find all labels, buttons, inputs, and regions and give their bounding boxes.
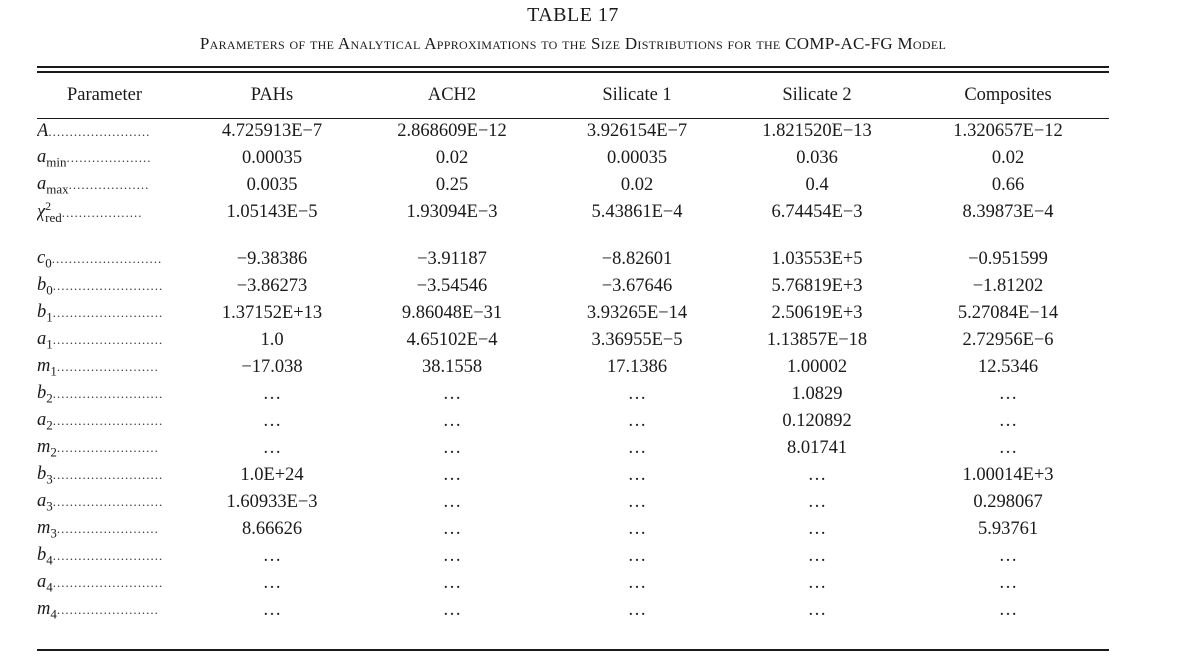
parameter-subscript: 1: [50, 363, 57, 379]
value-cell: …: [442, 519, 462, 539]
parameter-subscript: min: [46, 154, 67, 170]
parameter-subscript: 4: [46, 579, 53, 595]
value-cell: 0.02: [620, 175, 654, 195]
parameter-name-cell: [37, 246, 187, 273]
parameter-subscript: 3: [46, 498, 53, 514]
leader-dots: ...................: [61, 205, 143, 221]
table-row: [37, 273, 1109, 300]
value-cell: 1.60933E−3: [226, 492, 318, 512]
leader-dots: ..........................: [52, 385, 164, 401]
parameter-name-cell: [37, 516, 187, 543]
value-cell: …: [807, 519, 827, 539]
value-cell: …: [442, 492, 462, 512]
parameter-subscript: 0: [46, 282, 53, 298]
leader-dots: ..........................: [52, 547, 164, 563]
value-cell: 5.27084E−14: [957, 303, 1059, 323]
parameter-symbol: χ: [37, 202, 46, 223]
value-cell: 1.0E+24: [240, 465, 304, 485]
value-cell: …: [998, 411, 1018, 431]
value-cell: 0.02: [435, 148, 469, 168]
table-label: TABLE 17: [527, 4, 619, 26]
parameter-name-cell: [37, 199, 187, 226]
parameter-symbol: a: [37, 571, 47, 592]
leader-dots: ........................: [56, 358, 159, 374]
leader-dots: ..........................: [52, 331, 164, 347]
value-cell: −1.81202: [972, 276, 1044, 296]
value-cell: −3.54546: [416, 276, 488, 296]
table-row: [37, 327, 1109, 354]
table-caption: Parameters of the Analytical Approximations to the Size Distributions for the COMP-AC-FG Model: [199, 34, 947, 53]
leader-dots: ..........................: [51, 250, 163, 266]
parameter-name-cell: [37, 354, 187, 381]
value-cell: −17.038: [241, 357, 303, 377]
value-cell: 1.37152E+13: [221, 303, 323, 323]
parameter-symbol: a: [37, 328, 47, 349]
value-cell: …: [998, 438, 1018, 458]
value-cell: −3.86273: [236, 276, 308, 296]
table-row: [37, 172, 1109, 199]
leader-dots: ........................: [56, 439, 159, 455]
value-cell: 0.00035: [606, 148, 668, 168]
value-cell: …: [442, 411, 462, 431]
column-header: Silicate 1: [602, 85, 672, 105]
parameter-symbol: A: [37, 121, 49, 141]
table-row: [37, 435, 1109, 462]
table-row: [37, 489, 1109, 516]
parameter-name-cell: [37, 435, 187, 462]
table-row: [37, 145, 1109, 172]
leader-dots: ........................: [56, 601, 159, 617]
value-cell: …: [627, 492, 647, 512]
parameter-symbol: a: [37, 173, 47, 194]
parameter-name-cell: [37, 489, 187, 516]
parameter-name-cell: [37, 462, 187, 489]
value-cell: …: [262, 573, 282, 593]
table-row: [37, 597, 1109, 624]
value-cell: 1.0829: [791, 384, 843, 404]
value-cell: 3.93265E−14: [586, 303, 688, 323]
column-header: Silicate 2: [782, 85, 852, 105]
parameter-subscript: 2: [50, 444, 57, 460]
value-cell: 0.298067: [973, 492, 1043, 512]
value-cell: …: [627, 465, 647, 485]
parameter-symbol: b: [37, 382, 47, 403]
value-cell: 1.13857E−18: [766, 330, 868, 350]
value-cell: …: [998, 546, 1018, 566]
value-cell: 2.72956E−6: [962, 330, 1054, 350]
value-cell: …: [807, 573, 827, 593]
parameter-name-cell: [37, 300, 187, 327]
parameter-symbol: m: [37, 436, 51, 457]
value-cell: 1.05143E−5: [226, 202, 318, 222]
parameter-name-cell: [37, 408, 187, 435]
value-cell: 1.03553E+5: [771, 249, 863, 269]
table-row: [37, 543, 1109, 570]
value-cell: …: [627, 384, 647, 404]
parameter-superscript: 2: [45, 199, 52, 214]
value-cell: 4.65102E−4: [406, 330, 498, 350]
top-rule: [37, 66, 1109, 68]
value-cell: 0.120892: [782, 411, 852, 431]
spacer-cell: [37, 226, 1109, 246]
value-cell: 1.821520E−13: [762, 121, 872, 141]
value-cell: 6.74454E−3: [771, 202, 863, 222]
value-cell: 0.66: [991, 175, 1025, 195]
table-row: [37, 570, 1109, 597]
table-row: [37, 408, 1109, 435]
column-header: Parameter: [67, 85, 142, 105]
bottom-rule: [37, 649, 1109, 651]
value-cell: −9.38386: [236, 249, 308, 269]
parameter-subscript: 1: [46, 336, 53, 352]
value-cell: …: [627, 438, 647, 458]
value-cell: …: [627, 546, 647, 566]
parameter-name-cell: [37, 381, 187, 408]
value-cell: …: [627, 573, 647, 593]
value-cell: …: [442, 600, 462, 620]
leader-dots: ..........................: [52, 304, 164, 320]
parameter-name-cell: [37, 543, 187, 570]
value-cell: 4.725913E−7: [221, 121, 323, 141]
parameter-subscript: 2: [46, 417, 53, 433]
block-spacer: [37, 226, 1109, 246]
parameter-symbol: a: [37, 490, 47, 511]
parameter-symbol: b: [37, 544, 47, 565]
value-cell: 0.4: [805, 175, 829, 195]
value-cell: …: [807, 465, 827, 485]
parameter-symbol: b: [37, 274, 47, 295]
leader-dots: ........................: [48, 124, 151, 139]
parameter-symbol: b: [37, 463, 47, 484]
value-cell: …: [262, 546, 282, 566]
leader-dots: ..........................: [52, 412, 164, 428]
parameters-table: [37, 73, 1109, 624]
value-cell: …: [807, 492, 827, 512]
leader-dots: ........................: [56, 520, 159, 536]
parameter-name-cell: [37, 327, 187, 354]
table-row: [37, 516, 1109, 543]
parameter-subscript: 2: [46, 390, 53, 406]
parameter-subscript: 0: [45, 255, 52, 271]
value-cell: −8.82601: [601, 249, 673, 269]
value-cell: 5.93761: [977, 519, 1039, 539]
value-cell: 8.66626: [241, 519, 303, 539]
value-cell: 1.0: [260, 330, 284, 350]
parameter-subscript: max: [46, 181, 69, 197]
parameter-symbol: a: [37, 409, 47, 430]
parameter-subscript: 4: [50, 606, 57, 622]
value-cell: …: [442, 546, 462, 566]
table-row: [37, 300, 1109, 327]
column-header: Composites: [964, 85, 1052, 105]
value-cell: 12.5346: [977, 357, 1039, 377]
parameter-name-cell: [37, 597, 187, 624]
table-row: [37, 199, 1109, 226]
parameter-symbol: m: [37, 598, 51, 619]
value-cell: 3.926154E−7: [586, 121, 688, 141]
value-cell: 0.25: [435, 175, 469, 195]
value-cell: …: [998, 600, 1018, 620]
table-body: [37, 118, 1109, 624]
value-cell: …: [442, 384, 462, 404]
parameter-subscript: 3: [46, 471, 53, 487]
leader-dots: ...................: [68, 176, 150, 192]
value-cell: 3.36955E−5: [591, 330, 683, 350]
value-cell: 5.43861E−4: [591, 202, 683, 222]
value-cell: 5.76819E+3: [771, 276, 863, 296]
value-cell: …: [627, 519, 647, 539]
value-cell: 1.00014E+3: [962, 465, 1054, 485]
value-cell: 0.036: [796, 148, 838, 168]
table-row: [37, 381, 1109, 408]
column-header: PAHs: [250, 85, 294, 105]
parameter-name-cell: [37, 145, 187, 172]
value-cell: 2.50619E+3: [771, 303, 863, 323]
value-cell: 0.02: [991, 148, 1025, 168]
table-row: [37, 462, 1109, 489]
leader-dots: ..........................: [52, 277, 164, 293]
value-cell: …: [262, 384, 282, 404]
value-cell: 8.01741: [786, 438, 848, 458]
parameter-symbol: m: [37, 355, 51, 376]
value-cell: …: [627, 411, 647, 431]
value-cell: …: [807, 600, 827, 620]
value-cell: −3.67646: [601, 276, 673, 296]
parameter-name-cell: [37, 118, 187, 145]
table-row: [37, 118, 1109, 145]
parameter-subscript: 3: [50, 525, 57, 541]
value-cell: …: [442, 465, 462, 485]
table-row: [37, 354, 1109, 381]
leader-dots: ....................: [66, 149, 152, 165]
parameter-subscript: 4: [46, 552, 53, 568]
parameter-subscript: red: [45, 209, 62, 225]
leader-dots: ..........................: [52, 574, 164, 590]
value-cell: …: [807, 546, 827, 566]
table-row: [37, 246, 1109, 273]
value-cell: 8.39873E−4: [962, 202, 1054, 222]
leader-dots: ..........................: [52, 466, 164, 482]
value-cell: 9.86048E−31: [401, 303, 503, 323]
parameter-symbol: b: [37, 301, 47, 322]
parameter-name-cell: [37, 273, 187, 300]
parameter-symbol: m: [37, 517, 51, 538]
parameter-name-cell: [37, 570, 187, 597]
parameter-name-cell: [37, 172, 187, 199]
value-cell: 1.00002: [786, 357, 848, 377]
header-row: [37, 73, 1109, 118]
value-cell: −0.951599: [968, 249, 1048, 269]
value-cell: 1.93094E−3: [406, 202, 498, 222]
value-cell: …: [262, 438, 282, 458]
leader-dots: ..........................: [52, 493, 164, 509]
parameter-symbol: c: [37, 247, 46, 268]
value-cell: −3.91187: [417, 249, 487, 269]
value-cell: 38.1558: [421, 357, 483, 377]
value-cell: 0.00035: [241, 148, 303, 168]
value-cell: …: [998, 384, 1018, 404]
column-header: ACH2: [427, 85, 477, 105]
parameter-subscript: 1: [46, 309, 53, 325]
value-cell: …: [998, 573, 1018, 593]
value-cell: …: [262, 411, 282, 431]
value-cell: …: [442, 573, 462, 593]
value-cell: …: [262, 600, 282, 620]
value-cell: 2.868609E−12: [397, 121, 507, 141]
value-cell: 0.0035: [246, 175, 298, 195]
parameter-symbol: a: [37, 146, 47, 167]
value-cell: 17.1386: [606, 357, 668, 377]
value-cell: 1.320657E−12: [953, 121, 1063, 141]
value-cell: …: [442, 438, 462, 458]
value-cell: …: [627, 600, 647, 620]
